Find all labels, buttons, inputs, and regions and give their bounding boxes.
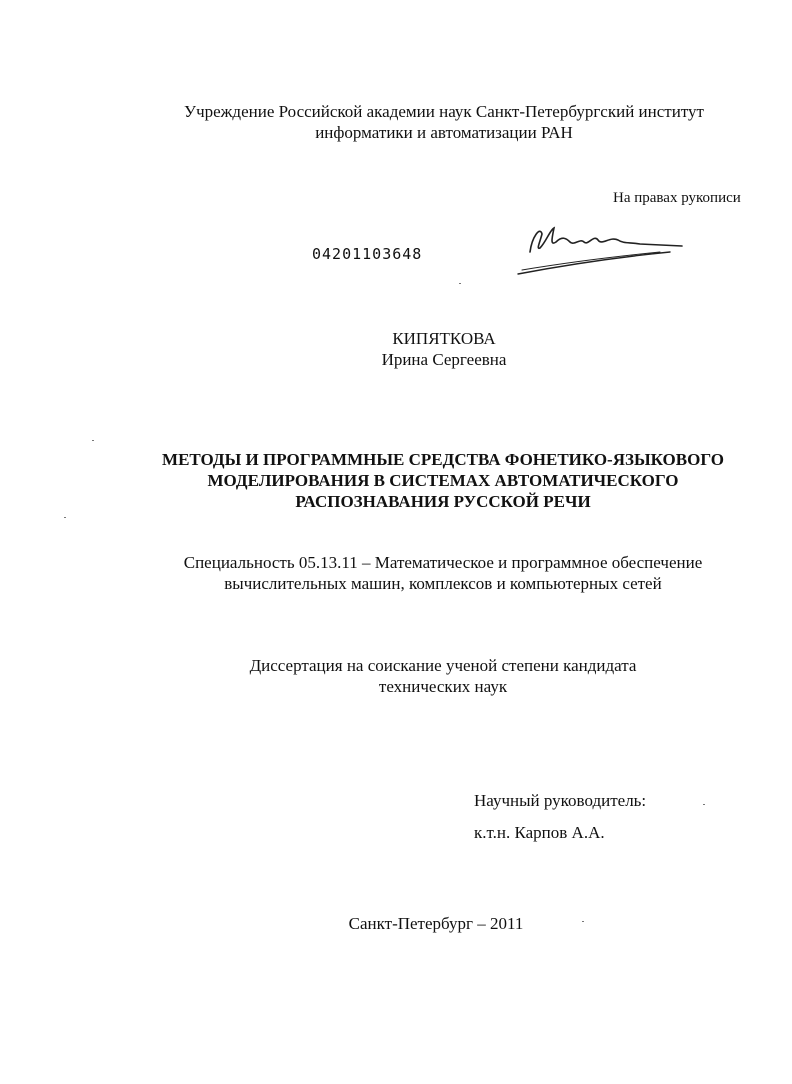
scan-speck	[92, 440, 94, 441]
supervisor-label: Научный руководитель:	[474, 791, 647, 810]
institution-line-2: информатики и автоматизации РАН	[315, 123, 573, 142]
scan-speck	[582, 921, 584, 922]
title-line-2: МОДЕЛИРОВАНИЯ В СИСТЕМАХ АВТОМАТИЧЕСКОГО	[207, 471, 679, 490]
institution-heading	[48, 101, 792, 143]
city-year-text: Санкт-Петербург – 2011	[348, 914, 524, 933]
scan-speck	[703, 804, 705, 805]
degree-block	[47, 655, 792, 697]
author-surname: КИПЯТКОВА	[392, 329, 496, 348]
inventory-number: 04201103648	[312, 245, 423, 263]
rights-note: На правах рукописи	[613, 190, 741, 206]
title-line-1: МЕТОДЫ И ПРОГРАММНЫЕ СРЕДСТВА ФОНЕТИКО-ЯЗЫКОВОГО	[162, 450, 724, 469]
scan-speck	[64, 517, 66, 518]
city-year	[40, 913, 792, 934]
specialty-line-2: вычислительных машин, комплексов и компьютерных сетей	[224, 574, 662, 593]
degree-line-1: Диссертация на соискание ученой степени кандидата	[249, 656, 637, 675]
specialty-block	[47, 552, 792, 594]
author-given-name: Ирина Сергеевна	[381, 350, 507, 369]
author-block	[48, 328, 792, 370]
specialty-line-1: Специальность 05.13.11 – Математическое и программное обеспечение	[183, 553, 703, 572]
thesis-title	[47, 449, 792, 512]
title-line-3: РАСПОЗНАВАНИЯ РУССКОЙ РЕЧИ	[295, 492, 591, 511]
institution-line-1: Учреждение Российской академии наук Санкт-Петербургский институт	[184, 102, 704, 121]
scan-speck	[459, 283, 461, 284]
supervisor-name: к.т.н. Карпов А.А.	[474, 823, 605, 842]
signature-icon	[510, 212, 700, 282]
degree-line-2: технических наук	[378, 677, 508, 696]
